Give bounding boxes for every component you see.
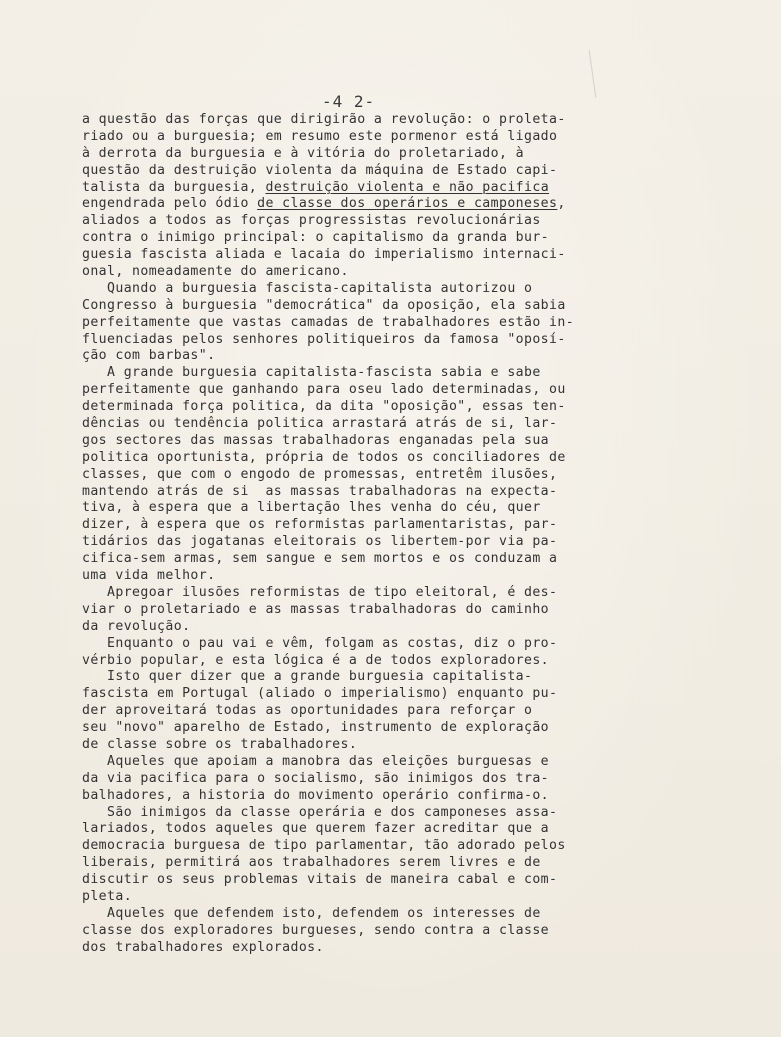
text-fragment: da via pacifica para o socialismo, são inimigos dos tra- xyxy=(82,770,550,786)
text-fragment: uma vida melhor. xyxy=(82,568,216,584)
text-fragment: discutir os seus problemas vitais de maneira cabal e com- xyxy=(82,872,558,888)
text-line xyxy=(82,602,682,619)
text-fragment: viar o proletariado e as massas trabalhadoras do caminho xyxy=(82,601,550,617)
paper-edge-mark xyxy=(589,50,597,98)
text-fragment: de classe sobre os trabalhadores. xyxy=(82,736,358,752)
text-line xyxy=(82,332,682,349)
text-line xyxy=(82,315,682,332)
text-fragment: classe dos exploradores burgueses, sendo contra a classe xyxy=(82,922,550,938)
text-fragment: ção com barbas". xyxy=(82,348,216,364)
text-line xyxy=(82,112,682,129)
text-fragment: Quando a burguesia fascista-capitalista autorizou o xyxy=(82,280,533,296)
text-fragment: à derrota da burguesia e à vitória do proletariado, à xyxy=(82,145,524,161)
text-line xyxy=(82,720,682,737)
text-fragment: onal, nomeadamente do americano. xyxy=(82,264,349,280)
text-fragment: perfeitamente que ganhando para oseu lado determinadas, ou xyxy=(82,382,566,398)
text-fragment: fascista em Portugal (aliado o imperialismo) enquanto pu- xyxy=(82,686,558,702)
text-line xyxy=(82,923,682,940)
underlined-text: destruição violenta e não pacifica xyxy=(265,179,550,195)
text-fragment: determinada força politica, da dita "oposição", essas ten- xyxy=(82,399,566,415)
text-line xyxy=(82,737,682,754)
text-line xyxy=(82,906,682,923)
text-fragment: riado ou a burguesia; em resumo este pormenor está ligado xyxy=(82,128,558,144)
text-line xyxy=(82,247,682,264)
text-line xyxy=(82,534,682,551)
text-line xyxy=(82,754,682,771)
underlined-text: de classe dos operários e camponeses xyxy=(257,196,558,212)
text-fragment: questão da destruição violenta da máquina de Estado capi- xyxy=(82,162,558,178)
text-fragment: vérbio popular, e esta lógica é a de todos exploradores. xyxy=(82,652,550,668)
text-line xyxy=(82,585,682,602)
text-fragment: pleta. xyxy=(82,888,133,904)
text-line xyxy=(82,213,682,230)
text-fragment: dências ou tendência politica arrastará atrás de si, lar- xyxy=(82,416,558,432)
text-line xyxy=(82,416,682,433)
text-line xyxy=(82,433,682,450)
text-line xyxy=(82,805,682,822)
text-line xyxy=(82,788,682,805)
text-fragment: dos trabalhadores explorados. xyxy=(82,939,324,955)
text-line xyxy=(82,230,682,247)
text-fragment: contra o inimigo principal: o capitalismo da granda bur- xyxy=(82,230,550,246)
text-line xyxy=(82,686,682,703)
text-fragment: balhadores, a historia do movimento operário confirma-o. xyxy=(82,787,550,803)
text-fragment: Enquanto o pau vai e vêm, folgam as costas, diz o pro- xyxy=(82,635,558,651)
text-line xyxy=(82,940,682,957)
text-fragment: dizer, à espera que os reformistas parlamentaristas, par- xyxy=(82,517,558,533)
text-line xyxy=(82,365,682,382)
text-fragment: da revolução. xyxy=(82,618,191,634)
text-fragment: aliados a todos as forças progressistas revolucionárias xyxy=(82,213,541,229)
text-line xyxy=(82,146,682,163)
page-number: -4 2- xyxy=(322,92,376,111)
text-fragment: Aqueles que defendem isto, defendem os interesses de xyxy=(82,905,541,921)
text-fragment: guesia fascista aliada e lacaia do imperialismo internaci- xyxy=(82,247,566,263)
text-fragment: Aqueles que apoiam a manobra das eleições burguesas e xyxy=(82,753,550,769)
text-line xyxy=(82,838,682,855)
text-fragment: talista da burguesia, xyxy=(82,179,266,195)
text-fragment: seu "novo" aparelho de Estado, instrumento de exploração xyxy=(82,720,550,736)
text-fragment: Congresso à burguesia "democrática" da oposição, ela sabia xyxy=(82,297,566,313)
text-line xyxy=(82,264,682,281)
text-line xyxy=(82,669,682,686)
text-line xyxy=(82,348,682,365)
text-fragment: Isto quer dizer que a grande burguesia capitalista- xyxy=(82,669,533,685)
text-line xyxy=(82,703,682,720)
text-line xyxy=(82,382,682,399)
text-line xyxy=(82,821,682,838)
text-fragment: mantendo atrás de si as massas trabalhadoras na expecta- xyxy=(82,483,558,499)
text-fragment: democracia burguesa de tipo parlamentar, tão adorado pelos xyxy=(82,838,566,854)
text-fragment: perfeitamente que vastas camadas de trabalhadores estão in- xyxy=(82,314,575,330)
text-fragment: tidários das jogatanas eleitorais os libertem-por via pa- xyxy=(82,534,558,550)
text-fragment: , xyxy=(557,196,566,212)
text-line xyxy=(82,517,682,534)
text-fragment: A grande burguesia capitalista-fascista sabia e sabe xyxy=(82,365,541,381)
text-fragment: liberais, permitirá aos trabalhadores serem livres e de xyxy=(82,855,541,871)
text-line xyxy=(82,129,682,146)
text-fragment: tiva, à espera que a libertação lhes venha do céu, quer xyxy=(82,500,541,516)
text-fragment: fluenciadas pelos senhores politiqueiros da famosa "oposí- xyxy=(82,331,566,347)
text-fragment: cifica-sem armas, sem sangue e sem mortos e os conduzam a xyxy=(82,551,558,567)
text-line xyxy=(82,163,682,180)
text-line xyxy=(82,196,682,213)
text-fragment: der aproveitará todas as oportunidades para reforçar o xyxy=(82,703,533,719)
text-fragment: politica oportunista, própria de todos os conciliadores de xyxy=(82,449,566,465)
text-line xyxy=(82,281,682,298)
text-fragment: a questão das forças que dirigirão a revolução: o proleta- xyxy=(82,112,566,127)
text-fragment: São inimigos da classe operária e dos camponeses assa- xyxy=(82,804,558,820)
text-fragment: lariados, todos aqueles que querem fazer acreditar que a xyxy=(82,821,550,837)
text-line xyxy=(82,180,682,197)
text-line xyxy=(82,500,682,517)
text-line xyxy=(82,619,682,636)
text-line xyxy=(82,889,682,906)
text-line xyxy=(82,450,682,467)
text-line xyxy=(82,298,682,315)
body-text xyxy=(82,112,682,957)
text-line xyxy=(82,484,682,501)
text-line xyxy=(82,467,682,484)
text-fragment: gos sectores das massas trabalhadoras enganadas pela sua xyxy=(82,432,550,448)
text-line xyxy=(82,568,682,585)
text-line xyxy=(82,653,682,670)
text-line xyxy=(82,771,682,788)
text-line xyxy=(82,399,682,416)
text-line xyxy=(82,872,682,889)
text-fragment: engendrada pelo ódio xyxy=(82,196,258,212)
text-line xyxy=(82,855,682,872)
text-line xyxy=(82,636,682,653)
text-fragment: Apregoar ilusões reformistas de tipo eleitoral, é des- xyxy=(82,584,558,600)
text-line xyxy=(82,551,682,568)
text-fragment: classes, que com o engodo de promessas, entretêm ilusões, xyxy=(82,466,558,482)
